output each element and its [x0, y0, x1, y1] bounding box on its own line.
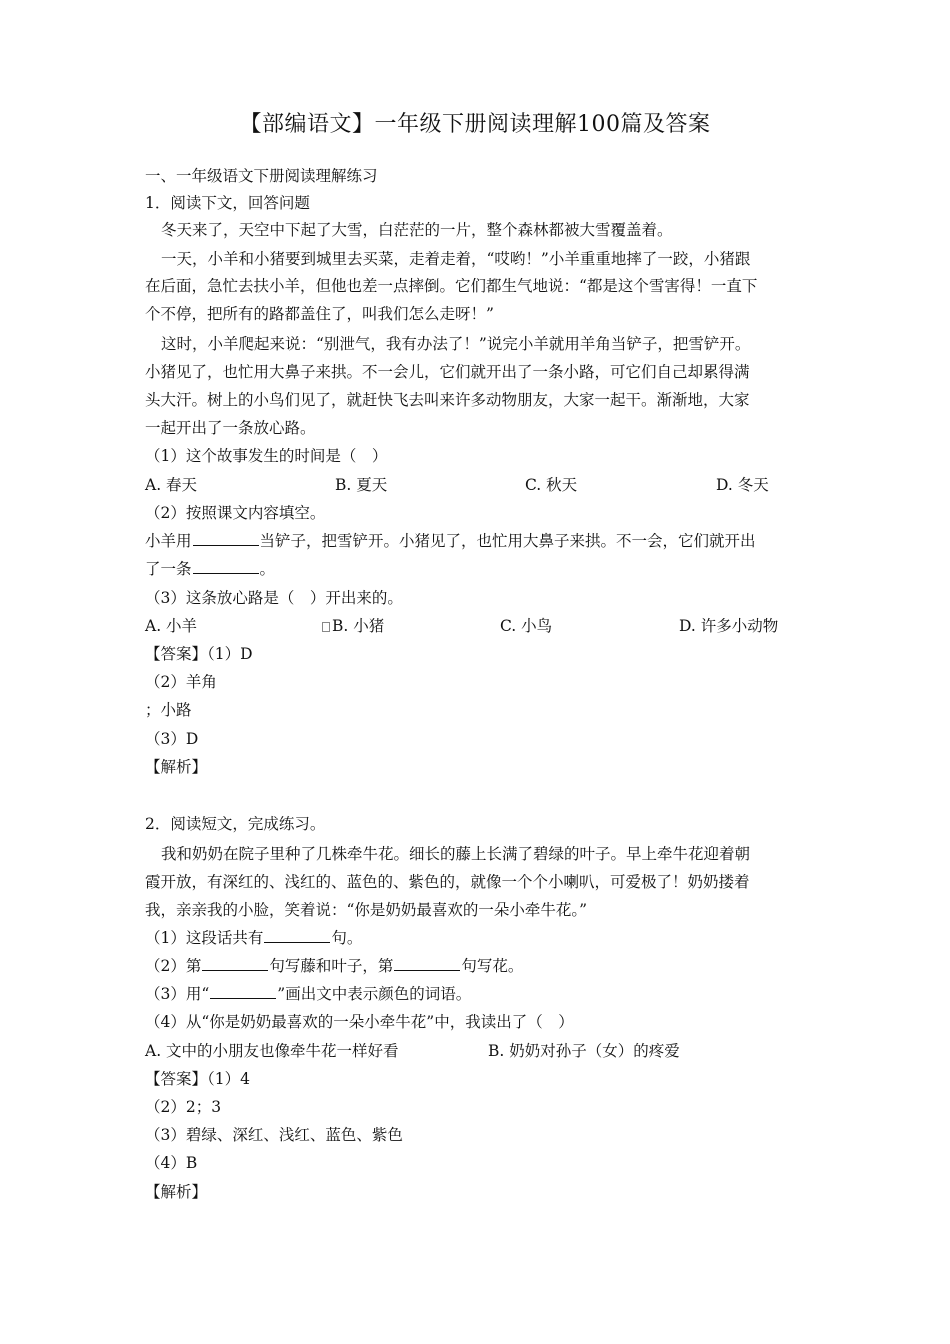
q2-answer-line: （2）2；3	[145, 1098, 222, 1116]
q2-sub4: （4）从“你是奶奶最喜欢的一朵小牵牛花”中，我读出了（ ）	[145, 1013, 574, 1031]
q1-sub2-text: 。	[259, 560, 276, 578]
q2-sub3-text: （3）用“	[145, 985, 210, 1003]
fill-blank[interactable]	[264, 925, 330, 943]
q1-passage-line: 一天，小羊和小猪要到城里去买菜，走着走着，“哎哟！”小羊重重地摔了一跤，小猪跟	[161, 250, 751, 268]
q1-passage-line: 冬天来了，天空中下起了大雪，白茫茫的一片，整个森林都被大雪覆盖着。	[161, 221, 673, 239]
q1-passage-line: 个不停，把所有的路都盖住了，叫我们怎么走呀！”	[145, 305, 494, 323]
fill-blank[interactable]	[210, 981, 276, 999]
q2-sub2-text: （2）第	[145, 957, 202, 975]
q2-sub3-text: ”画出文中表示颜色的词语。	[277, 985, 472, 1003]
fill-blank[interactable]	[193, 556, 259, 574]
q1-sub3: （3）这条放心路是（ ）开出来的。	[145, 589, 403, 607]
q1-sub3-option-b-label: B. 小猪	[332, 617, 385, 635]
q2-passage-line: 我，亲亲我的小脸，笑着说：“你是奶奶最喜欢的一朵小牵牛花。”	[145, 901, 588, 919]
q2-answer-label: 【答案】（1）4	[145, 1070, 250, 1088]
q1-passage-line: 这时，小羊爬起来说：“别泄气，我有办法了！”说完小羊就用羊角当铲子，把雪铲开。	[161, 335, 751, 353]
q1-passage-line: 在后面，急忙去扶小羊，但他也差一点摔倒。它们都生气地说：“都是这个雪害得！一直下	[145, 277, 758, 295]
q1-sub2-fill-line	[145, 555, 810, 583]
page-title: 【部编语文】一年级下册阅读理解100篇及答案	[239, 112, 711, 137]
q1-sub2: （2）按照课文内容填空。	[145, 504, 326, 522]
q1-passage-line: 一起开出了一条放心路。	[145, 419, 316, 437]
q2-passage-line: 霞开放，有深红的、浅红的、蓝色的、紫色的，就像一个个小喇叭，可爱极了！奶奶搂着	[145, 873, 750, 891]
q2-sub3	[145, 980, 810, 1008]
q1-header: 1．阅读下文，回答问题	[145, 194, 310, 212]
q1-sub1-option-c: C. 秋天	[525, 476, 578, 494]
q2-sub2-text: 句写藤和叶子，第	[269, 957, 394, 975]
q2-sub2	[145, 952, 810, 980]
q1-sub2-fill-line	[145, 527, 810, 555]
q1-sub1-option-a: A. 春天	[145, 476, 198, 494]
q1-analysis-label: 【解析】	[145, 758, 208, 776]
fill-blank[interactable]	[394, 953, 460, 971]
q1-sub1: （1）这个故事发生的时间是（ ）	[145, 447, 388, 465]
q2-sub1	[145, 924, 810, 952]
q1-sub3-option-c: C. 小鸟	[500, 617, 553, 635]
q1-sub1-option-b: B. 夏天	[335, 476, 388, 494]
q1-sub2-text: 了一条	[145, 560, 192, 578]
q2-analysis-label: 【解析】	[145, 1183, 208, 1201]
q2-answer-line: （4）B	[145, 1154, 198, 1172]
q1-sub3-option-d: D. 许多小动物	[679, 617, 779, 635]
q1-answer-line: ；小路	[145, 701, 192, 719]
fill-blank[interactable]	[202, 953, 268, 971]
q2-sub1-text: （1）这段话共有	[145, 929, 264, 947]
q1-sub1-option-d: D. 冬天	[716, 476, 769, 494]
q1-passage-line: 头大汗。树上的小鸟们见了，就赶快飞去叫来许多动物朋友，大家一起干。渐渐地，大家	[145, 391, 750, 409]
q1-sub3-option-a: A. 小羊	[145, 617, 198, 635]
q1-answer-line: （3）D	[145, 730, 199, 748]
q2-header: 2．阅读短文，完成练习。	[145, 815, 326, 833]
q2-sub2-text: 句写花。	[461, 957, 524, 975]
q1-sub2-text: 当铲子，把雪铲开。小猪见了，也忙用大鼻子来拱。不一会，它们就开出	[259, 532, 756, 550]
q1-sub3-option-b	[322, 612, 384, 640]
small-box-icon	[322, 622, 330, 632]
q2-sub4-option-a: A. 文中的小朋友也像牵牛花一样好看	[145, 1042, 399, 1060]
q1-passage-line: 小猪见了，也忙用大鼻子来拱。不一会儿，它们就开出了一条小路，可它们自己却累得满	[145, 363, 750, 381]
q1-sub2-text: 小羊用	[145, 532, 192, 550]
fill-blank[interactable]	[193, 528, 259, 546]
q2-answer-line: （3）碧绿、深红、浅红、蓝色、紫色	[145, 1126, 403, 1144]
q1-answer-label: 【答案】（1）D	[145, 645, 253, 663]
q2-sub1-text: 句。	[331, 929, 363, 947]
q2-passage-line: 我和奶奶在院子里种了几株牵牛花。细长的藤上长满了碧绿的叶子。早上牵牛花迎着朝	[161, 845, 751, 863]
q2-sub4-option-b: B. 奶奶对孙子（女）的疼爱	[488, 1042, 680, 1060]
section-heading: 一、一年级语文下册阅读理解练习	[145, 167, 378, 185]
q1-answer-line: （2）羊角	[145, 673, 217, 691]
